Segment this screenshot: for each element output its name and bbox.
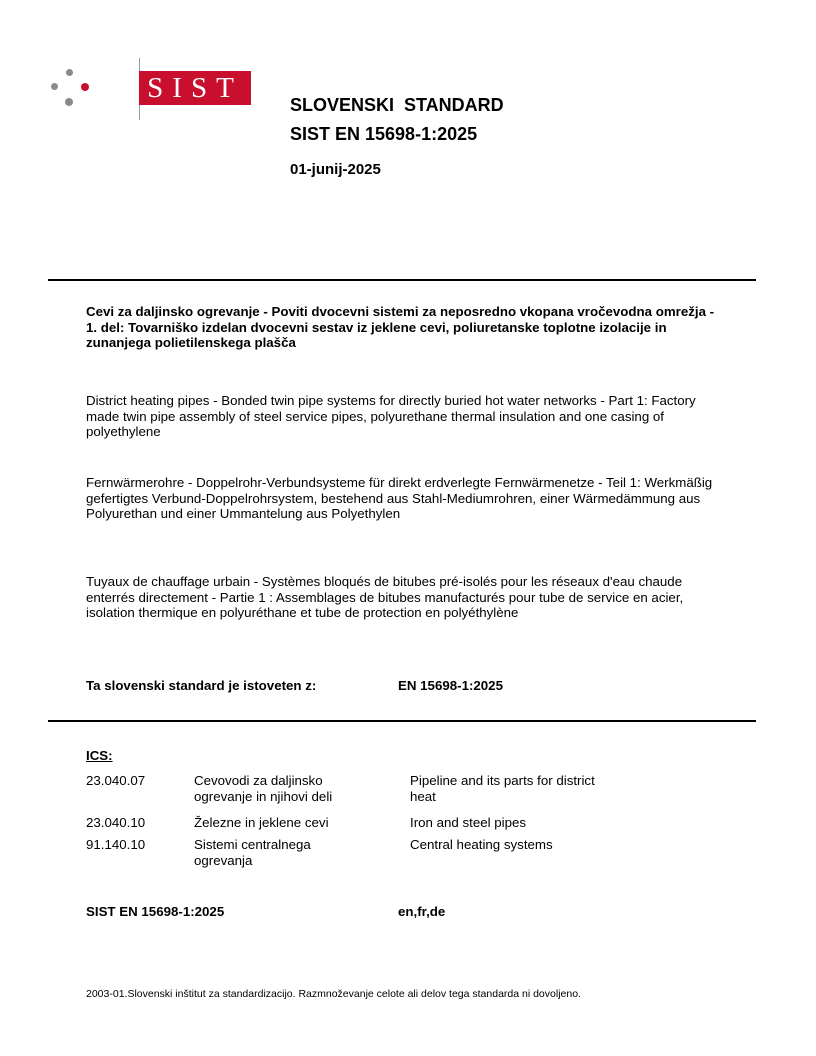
ics-description-sl: Železne in jeklene cevi [194, 815, 329, 830]
logo-dot [81, 83, 89, 91]
copyright-notice: 2003-01.Slovenski inštitut za standardizacijo. Razmnoževanje celote ali delov tega standarda ni dovoljeno. [86, 988, 581, 1000]
logo-dot [51, 83, 58, 90]
title-slovenian: Cevi za daljinsko ogrevanje - Poviti dvocevni sistemi za neposredno vkopana vročevodna omrežja - 1. del: Tovarniško izdelan dvocevni sestav iz jeklene cevi, poliuretanske toplotne izolacije in zunanjega polietilenskega plašča [86, 304, 715, 350]
sist-logo [46, 58, 243, 120]
ics-description-sl: Cevovodi za daljinsko ogrevanje in njihovi deli [194, 773, 333, 804]
title-german: Fernwärmerohre - Doppelrohr-Verbundsysteme für direkt erdverlegte Fernwärmenetze - Teil 1: Werkmäßig gefertigtes Verbund-Doppelrohrsystem, bestehend aus Stahl-Mediumrohren, einer Wärmedämmung aus Polyurethan und einer Ummantelung aus Polyethylen [86, 475, 713, 521]
logo-text: SIST [139, 71, 251, 105]
standard-type-heading: SLOVENSKI STANDARD [290, 95, 504, 115]
logo-dot [66, 69, 73, 76]
divider-bottom [48, 720, 756, 722]
ics-description-en: Iron and steel pipes [410, 815, 527, 830]
logo-dot [65, 98, 73, 106]
ics-description-sl: Sistemi centralnega ogrevanja [194, 837, 311, 868]
ics-description-en: Pipeline and its parts for district heat [410, 773, 595, 804]
ics-label: ICS: [86, 748, 113, 763]
identical-label: Ta slovenski standard je istoveten z: [86, 678, 317, 693]
document-code: SIST EN 15698-1:2025 [86, 904, 225, 919]
standard-code-heading: SIST EN 15698-1:2025 [290, 124, 478, 144]
title-english: District heating pipes - Bonded twin pipe systems for directly buried hot water networks - Part 1: Factory made twin pipe assembly of steel service pipes, polyurethane thermal insulation and one casing of polyethylene [86, 393, 696, 439]
identical-value: EN 15698-1:2025 [398, 678, 503, 693]
ics-code: 23.040.10 [86, 815, 146, 830]
divider-top [48, 279, 756, 281]
publication-date: 01-junij-2025 [290, 161, 381, 178]
ics-code: 23.040.07 [86, 773, 146, 788]
ics-description-en: Central heating systems [410, 837, 553, 852]
ics-code: 91.140.10 [86, 837, 146, 852]
title-french: Tuyaux de chauffage urbain - Systèmes bloqués de bitubes pré-isolés pour les réseaux d'eau chaude enterrés directement - Partie 1 : Assemblages de bitubes manufacturés pour tube de service en acier, isolation thermique en polyuréthane et tube de protection en polyéthylène [86, 574, 684, 620]
document-languages: en,fr,de [398, 904, 446, 919]
